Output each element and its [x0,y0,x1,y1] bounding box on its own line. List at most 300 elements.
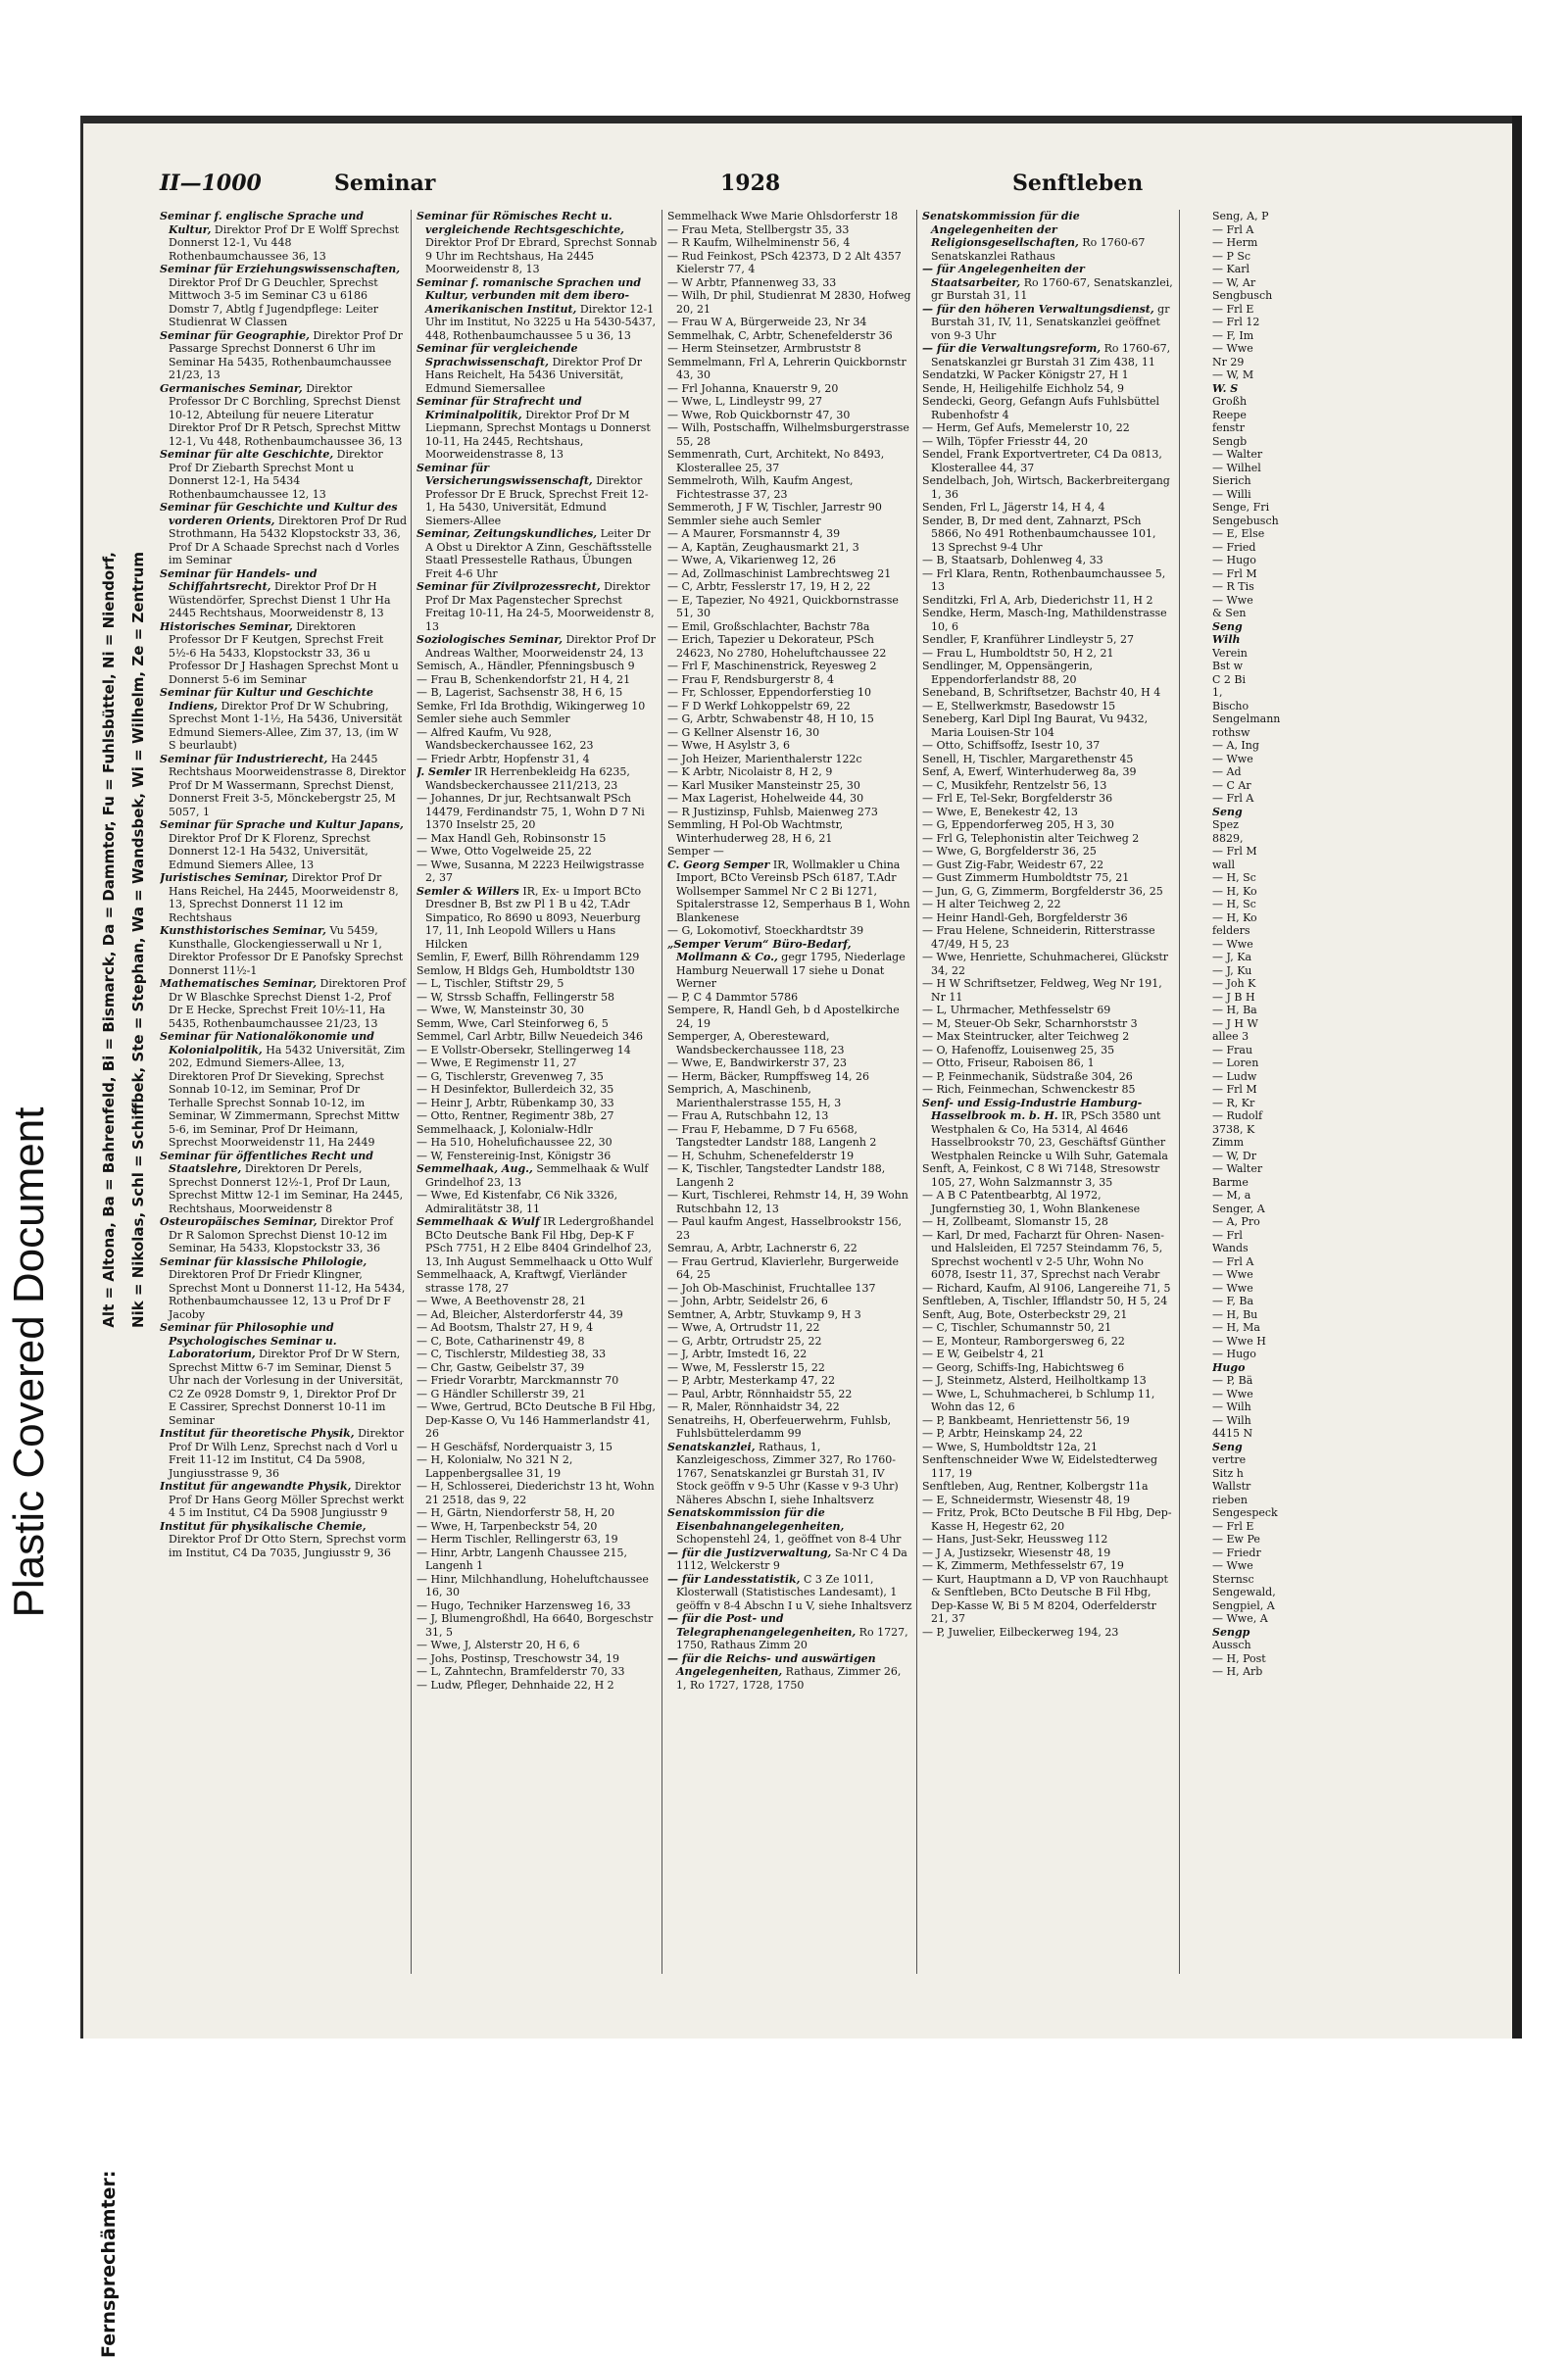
entry-text: IR Ledergroßhandel BCto Deutsche Bank Fil Hbg, Dep-K F PSch 7751, H 2 Elbe 8404 Grindelhof 23, 13, Inh August Semmelhaack u Otto Wulf [425,1215,654,1268]
directory-entry [922,303,1173,343]
entry-heading: Historisches Seminar, [160,619,293,633]
entry-text: Schopenstehl 24, 1, geöffnet von 8-4 Uhr [676,1533,902,1546]
entry-text: — Otto, Rentner, Regimentr 38b, 27 [416,1109,614,1122]
entry-text: Senf, A, Ewerf, Winterhuderweg 8a, 39 [922,765,1137,778]
entry-text: Wallstr [1212,1480,1251,1493]
entry-text: Aussch [1212,1639,1251,1651]
entry-text: — H alter Teichweg 2, 22 [922,898,1061,910]
directory-entry [1212,1599,1320,1613]
directory-entry [922,1573,1173,1626]
directory-entry [416,1547,658,1573]
entry-heading: Seng [1212,805,1243,818]
entry-text: — Paul kaufm Angest, Hasselbrookstr 156, 23 [667,1215,902,1242]
entry-heading: Institut für physikalische Chemie, [160,1519,367,1533]
directory-entry [667,395,912,409]
entry-text: — Wwe, M, Fesslerstr 15, 22 [667,1360,825,1374]
entry-text: Zimm [1212,1136,1245,1149]
entry-text: — Frl M [1212,845,1257,858]
entry-text: Senftleben, Aug, Rentner, Kolbergstr 11a [922,1480,1149,1493]
entry-text: — H, Kolonialw, No 321 N 2, Lappenbergsallee 31, 19 [416,1453,573,1480]
directory-entry [416,1388,658,1401]
directory-entry [922,1453,1173,1480]
directory-entry [922,515,1173,555]
entry-text: Senftenschneider Wwe W, Eidelstedterweg 117, 19 [922,1453,1158,1480]
entry-text: — Hans, Just-Sekr, Heussweg 112 [922,1533,1108,1546]
entry-heading: — für Landesstatistik, [667,1572,801,1586]
directory-entry [667,223,912,237]
directory-entry [667,594,912,620]
directory-entry [1212,594,1320,608]
entry-heading: Seminar für alte Geschichte, [160,448,334,461]
directory-entry [1212,1004,1320,1017]
directory-entry [1212,1480,1320,1494]
directory-entry [1212,316,1320,329]
directory-entry [922,1017,1173,1031]
directory-entry [667,1414,912,1441]
entry-text: Semmeroth, J F W, Tischler, Jarrestr 90 [667,501,882,514]
entry-text: Seneberg, Karl Dipl Ing Baurat, Vu 9432, Maria Louisen-Str 104 [922,712,1149,739]
directory-entry [922,567,1173,594]
entry-text: — Wwe, Otto Vogelweide 25, 22 [416,845,592,858]
directory-entry [416,1573,658,1599]
directory-entry [1212,1427,1320,1441]
directory-entry [667,1506,912,1547]
directory-entry [160,1215,407,1255]
directory-entry [1212,1494,1320,1507]
directory-entry [1212,1056,1320,1070]
directory-entry [1212,924,1320,938]
entry-heading: — für die Verwaltungsreform, [922,342,1102,355]
directory-entry [667,1109,912,1123]
directory-entry [922,924,1173,951]
directory-entry [416,1506,658,1520]
entry-text: — L, Uhrmacher, Methfesselstr 69 [922,1004,1111,1016]
directory-entry [1212,223,1320,237]
entry-text: — Walter [1212,448,1263,461]
entry-text: — Max Lagerist, Hohelweide 44, 30 [667,792,864,805]
directory-entry [922,1441,1173,1454]
directory-entry [1212,1176,1320,1190]
entry-text: — Wwe, E, Bandwirkerstr 37, 23 [667,1056,847,1069]
entry-text: — Frl M [1212,1083,1257,1096]
entry-text: — H, Sc [1212,898,1256,910]
directory-entry [1212,700,1320,713]
directory-entry [1212,1097,1320,1110]
directory-entry [160,753,407,819]
entry-text: — Alfred Kaufm, Vu 928, Wandsbeckerchaussee 162, 23 [416,725,594,752]
entry-text: — Frau L, Humboldtstr 50, H 2, 21 [922,646,1114,660]
entry-heading: Seminar für Handels- und Schiffahrtsrecht, [160,566,318,593]
directory-entry [416,1189,658,1215]
entry-text: — E W, Geibelstr 4, 21 [922,1348,1046,1360]
entry-heading: C. Georg Semper [667,858,770,871]
directory-entry [416,1520,658,1534]
directory-entry [1212,1282,1320,1296]
directory-entry [922,832,1173,846]
entry-text: — Wwe, E, Benekestr 42, 13 [922,805,1078,818]
entry-heading: Seminar f. englische Sprache und Kultur, [160,210,365,236]
directory-entry [1212,435,1320,449]
directory-entry [1212,501,1320,515]
entry-text: — Frl M [1212,566,1257,580]
entry-text: Direktoren Prof Dr Friedr Klingner, Sprechst Mont u Donnerst 11-12, Ha 5434, Rothenbaumchaussee 12, 13 u Prof Dr F Jacoby [169,1268,406,1321]
directory-entry [1212,1520,1320,1534]
entry-text: Direktor Prof Dr W Schubring, Sprechst Mont 1-1½, Ha 5436, Universität Edmund Siemers-Allee, Zim 37, 13, (im W S beurlaubt) [169,699,403,752]
entry-text: — Wwe, A [1212,1612,1268,1625]
entry-heading: Germanisches Seminar, [160,381,303,395]
entry-text: — Frl E [1212,302,1254,316]
entry-text: — A, Kaptän, Zeughausmarkt 21, 3 [667,540,859,554]
entry-text: — H, Zollbeamt, Slomanstr 15, 28 [922,1215,1108,1228]
entry-text: — J, Ku [1212,963,1252,977]
directory-entry [1212,964,1320,978]
entry-text: — W Arbtr, Pfannenweg 33, 33 [667,275,837,289]
directory-entry [667,567,912,581]
entry-text: — Wwe, H, Tarpenbeckstr 54, 20 [416,1519,598,1533]
directory-entry [160,329,407,382]
directory-entry [667,421,912,448]
entry-text: Nr 29 [1212,355,1245,368]
directory-entry [667,474,912,501]
entry-text: Ro 1760-67 Senatskanzlei Rathaus [931,236,1146,263]
directory-entry [1212,1268,1320,1282]
directory-entry [160,263,407,329]
directory-entry [1212,633,1320,647]
directory-entry [922,806,1173,819]
entry-text: — Wwe, W, Mansteinstr 30, 30 [416,1004,584,1016]
directory-entry [1212,1215,1320,1229]
directory-entry [1212,1348,1320,1361]
entry-text: — Frau W A, Bürgerweide 23, Nr 34 [667,316,867,328]
entry-text: — Wilh [1212,1400,1251,1413]
entry-heading: Senatskommission für die Eisenbahnangelegenheiten, [667,1506,845,1533]
directory-entry [922,421,1173,435]
directory-entry [1212,607,1320,620]
entry-text: 3738, K [1212,1122,1255,1136]
directory-entry [1212,1295,1320,1308]
directory-entry [667,1348,912,1361]
directory-entry [667,1215,912,1242]
entry-heading: Seminar für öffentliches Recht und Staatslehre, [160,1149,373,1175]
directory-entry [1212,488,1320,502]
entry-text: Sempere, R, Handl Geh, b d Apostelkirche 24, 19 [667,1004,900,1030]
entry-text: Ro 1727, 1750, Rathaus Zimm 20 [676,1625,908,1651]
directory-entry [667,210,912,223]
entry-text: Direktor Prof Dr W Stern, Sprechst Mittw 6-7 im Seminar, Dienst 5 Uhr nach der Vorlesung in der Universität, C2 Ze 0928 Domstr 9, 1, Direktor Prof Dr E Cassirer, Sprechst Donnerst 10-11 im Seminar [169,1348,404,1427]
directory-entry [667,1308,912,1322]
directory-entry [1212,1374,1320,1388]
directory-column-2 [416,210,658,1974]
entry-heading: Institut für angewandte Physik, [160,1480,352,1493]
entry-text: — C, Tischler, Schumannstr 50, 21 [922,1321,1112,1334]
directory-entry [922,1547,1173,1560]
entry-text: IR, Wollmakler u China Import, BCto Vereinsb PSch 6187, T.Adr Wollsemper Sammel Nr C 2 Bi 1271, Spitalerstrasse 12, Semperhaus B 1, Wohn Blankenese [676,858,910,924]
entry-heading: Senatskanzlei, [667,1440,756,1453]
directory-entry [667,541,912,555]
entry-text: Direktor Professor Dr E Bruck, Sprechst Freit 12-1, Ha 5430, Universität, Edmund Siemers-Allee [425,474,649,527]
directory-entry [416,1480,658,1506]
directory-entry [416,673,658,687]
entry-text: gr Burstah 31, IV, 11, Senatskanzlei geöffnet von 9-3 Uhr [931,302,1170,342]
directory-entry [1212,1665,1320,1679]
entry-text: — P, Bä [1212,1374,1253,1387]
entry-text: Direktor Prof Dr Andreas Walther, Moorweidenstr 24, 13 [425,633,657,660]
directory-entry [667,236,912,250]
directory-entry [667,1374,912,1388]
entry-heading: Seminar für Nationalökonomie und Kolonialpolitik, [160,1030,374,1056]
entry-text: — Ad Bootsm, Thalstr 27, H 9, 4 [416,1321,594,1334]
entry-text: fenstr [1212,421,1245,434]
entry-text: — Frl E [1212,1519,1254,1533]
directory-entry [667,1295,912,1308]
directory-entry [667,1242,912,1255]
entry-text: Semm, Wwe, Carl Steinforweg 6, 5 [416,1016,609,1030]
directory-entry [416,1348,658,1361]
entry-text: Bischo [1212,699,1250,712]
directory-entry [1212,567,1320,581]
directory-entry [1212,818,1320,832]
entry-text: — Wwe, E Regimenstr 11, 27 [416,1056,577,1069]
directory-entry [922,448,1173,474]
directory-entry [667,700,912,713]
entry-text: — Johs, Postinsp, Treschowstr 34, 19 [416,1651,620,1665]
directory-entry [416,1679,658,1693]
directory-entry [922,1295,1173,1308]
directory-entry [416,700,658,713]
directory-entry [1212,1070,1320,1084]
directory-entry [667,712,912,726]
entry-text: — Wwe [1212,342,1253,355]
entry-text: Direktor Prof Dr Ziebarth Sprechst Mont u Donnerst 12-1, Ha 5434 Rothenbaumchaussee 12, 13 [169,448,383,501]
directory-entry [1212,1388,1320,1401]
directory-entry [1212,1123,1320,1137]
directory-entry [922,435,1173,449]
directory-entry [416,765,658,792]
entry-text: — B, Staatsarb, Dohlenweg 4, 33 [922,554,1103,566]
directory-entry [416,395,658,462]
directory-entry [1212,753,1320,766]
entry-text: — Wwe, Rob Quickbornstr 47, 30 [667,408,851,421]
directory-entry [1212,765,1320,779]
directory-entry [1212,1150,1320,1163]
entry-text: — Wwe, J, Alsterstr 20, H 6, 6 [416,1639,580,1651]
entry-text: Direktor Prof Dr Otto Stern, Sprechst vorm im Institut, C4 Da 7035, Jungiusstr 9, 36 [169,1533,407,1559]
entry-text: — Wwe, A, Vikarienweg 12, 26 [667,554,836,566]
entry-text: Semmler siehe auch Semler [667,514,821,527]
directory-entry [667,1189,912,1215]
entry-text: — W, Dr [1212,1149,1256,1162]
entry-text: — Friedr Vorarbtr, Marckmannstr 70 [416,1374,619,1387]
directory-entry [1212,1573,1320,1587]
directory-entry [922,1388,1173,1414]
entry-text: Sengbusch [1212,289,1273,302]
directory-entry [922,660,1173,686]
entry-text: — Wwe, H Asylstr 3, 6 [667,739,790,752]
entry-text: — Wwe [1212,1281,1253,1295]
entry-text: — Otto, Schiffsoffz, Isestr 10, 37 [922,739,1101,752]
entry-text: — John, Arbtr, Seidelstr 26, 6 [667,1295,828,1307]
directory-entry [1212,1229,1320,1243]
directory-entry [1212,1506,1320,1520]
directory-entry [1212,356,1320,369]
entry-text: Direktor Prof Dr R Salomon Sprechst Dienst 10-12 im Seminar, Ha 5433, Klopstockstr 33, 36 [169,1215,394,1254]
directory-entry [1212,647,1320,661]
directory-entry [667,1004,912,1030]
entry-text: — H, Ko [1212,884,1257,898]
entry-text: Senditzki, Frl A, Arb, Diederichstr 11, H 2 [922,593,1153,607]
entry-text: — Johannes, Dr jur, Rechtsanwalt PSch 14479, Ferdinandstr 75, 1, Wohn D 7 Ni 1370 Inselstr 25, 20 [416,792,645,831]
directory-entry [667,859,912,925]
directory-entry [1212,1044,1320,1057]
entry-text: Direktor Prof Dr K Florenz, Sprechst Donnerst 12-1 Ha 5432, Universität, Edmund Siemers Allee, 13 [169,831,370,871]
entry-heading: Seminar für klassische Philologie, [160,1254,368,1268]
entry-heading: Seng [1212,619,1243,633]
entry-text: felders [1212,924,1250,937]
entry-text: Sengebusch [1212,514,1279,527]
entry-text: — R Tis [1212,580,1254,593]
entry-text: — G, Tischlerstr, Grevenweg 7, 35 [416,1069,604,1083]
directory-entry [922,554,1173,567]
directory-entry [1212,806,1320,819]
directory-entry [1212,792,1320,806]
entry-text: — G, Arbtr, Ortrudstr 25, 22 [667,1334,822,1348]
entry-text: — Frl 12 [1212,316,1260,328]
entry-text: — F, Ba [1212,1295,1254,1307]
directory-entry [1212,938,1320,952]
directory-entry [667,1321,912,1335]
entry-heading: Hugo [1212,1360,1246,1374]
entry-text: — Erich, Tapezier u Dekorateur, PSch 24623, No 2780, Hoheluftchaussee 22 [667,633,887,660]
directory-entry [416,276,658,343]
directory-entry [160,1480,407,1520]
directory-entry [416,1295,658,1308]
entry-text: Vu 5459, Kunsthalle, Glockengiesserwall u Nr 1, Direktor Professor Dr E Panofsky Sprechst Donnerst 11½-1 [169,924,404,977]
directory-entry [922,647,1173,661]
directory-entry [667,276,912,290]
entry-text: — H Geschäfsf, Norderquaistr 3, 15 [416,1440,613,1453]
directory-entry [1212,1162,1320,1176]
entry-text: — Frau F, Rendsburgerstr 8, 4 [667,672,835,686]
entry-text: Semlow, H Bldgs Geh, Humboldtstr 130 [416,963,635,977]
entry-text: allee 3 [1212,1030,1250,1043]
entry-text: Direktoren Dr Perels, Sprechst Donnerst 12½-1, Prof Dr Laun, Sprechst Mittw 12-1 im Seminar, Ha 2445, Rechtshaus, Moorweidenstr 8 [169,1162,404,1215]
directory-entry [416,832,658,846]
directory-entry [667,580,912,594]
directory-entry [160,1150,407,1216]
directory-entry [667,1070,912,1084]
entry-text: — Jun, G, G, Zimmerm, Borgfelderstr 36, 25 [922,884,1163,898]
entry-text: Seneband, B, Schriftsetzer, Bachstr 40, H 4 [922,686,1161,699]
entry-heading: Senf- und Essig-Industrie Hamburg-Hasselbrook m. b. H. [922,1096,1143,1122]
entry-text: — Heinr J, Arbtr, Rübenkamp 30, 33 [416,1096,614,1109]
directory-entry [922,1044,1173,1057]
entry-text: — E, Stellwerkmstr, Basedowstr 15 [922,699,1116,712]
entry-text: — Frl Johanna, Knauerstr 9, 20 [667,381,839,395]
directory-entry [416,964,658,978]
entry-text: — Wwe, L, Schuhmacherei, b Schlump 11, Wohn das 12, 6 [922,1387,1155,1413]
directory-entry [416,1056,658,1070]
entry-text: Semmelhaack, J, Kolonialw-Hdlr [416,1122,593,1136]
directory-entry [416,1162,658,1189]
directory-entry [667,1573,912,1613]
directory-entry [160,1321,407,1427]
directory-entry [1212,448,1320,462]
directory-entry [667,991,912,1005]
entry-text: Rathaus, Zimmer 26, 1, Ro 1727, 1728, 1750 [676,1665,902,1692]
directory-entry [1212,1586,1320,1599]
directory-entry [667,726,912,740]
directory-entry [1212,421,1320,435]
entry-text: Direktor Prof Dr H Wüstendörfer, Sprechst Dienst 1 Uhr Ha 2445 Rechtshaus, Moorweidenstr 8, 13 [169,580,391,619]
entry-text: — J B H [1212,990,1255,1004]
entry-text: — Wwe, S, Humboldtstr 12a, 21 [922,1440,1098,1453]
entry-text: Großh [1212,395,1248,408]
entry-text: Semmelhak, C, Arbtr, Schenefelderstr 36 [667,328,893,342]
directory-entry [922,859,1173,872]
entry-heading: Seminar für Versicherungswissenschaft, [416,461,593,487]
entry-heading: — für Angelegenheiten der Staatsarbeiter, [922,263,1085,289]
entry-text: Leiter Dr A Obst u Direktor A Zinn, Geschäftsstelle Staatl Pressestelle Rathaus, Übungen Freit 4-6 Uhr [425,527,652,580]
entry-text: Semisch, A., Händler, Pfenningsbusch 9 [416,660,635,672]
entry-text: — Wwe, Ed Kistenfabr, C6 Nik 3326, Admiralitätstr 38, 11 [416,1189,618,1215]
directory-entry [1212,977,1320,991]
directory-entry [1212,898,1320,911]
entry-text: — Wwe [1212,937,1253,951]
entry-text: — B, Lagerist, Sachsenstr 38, H 6, 15 [416,686,623,699]
entry-text: Sternsc [1212,1572,1254,1586]
directory-entry [922,1282,1173,1296]
entry-heading: Seminar für Erziehungswissenschaften, [160,263,401,275]
entry-text: — J, Steinmetz, Alsterd, Heilholtkamp 13 [922,1374,1147,1387]
entry-text: — H, Ko [1212,910,1257,924]
directory-entry [1212,1189,1320,1203]
directory-entry [416,1070,658,1084]
entry-text: 4415 N [1212,1427,1253,1440]
entry-text: — H, Sc [1212,871,1256,884]
directory-entry [1212,1030,1320,1044]
entry-heading: Seminar für Strafrecht und Kriminalpolitik, [416,395,582,421]
entry-text: — Frl E, Tel-Sekr, Borgfelderstr 36 [922,792,1113,805]
directory-entry [160,977,407,1030]
entry-text: — F D Werkf Lohkoppelstr 69, 22 [667,699,851,712]
entry-text: — Wwe, Susanna, M 2223 Heilwigstrasse 2, 37 [416,858,645,884]
page-header [160,167,1179,202]
entry-text: — Max Steintrucker, alter Teichweg 2 [922,1030,1130,1043]
entry-text: — K, Zimmerm, Methfesselstr 67, 19 [922,1559,1124,1572]
entry-text: — Karl [1212,263,1250,275]
directory-entry [416,1453,658,1480]
directory-entry [667,1400,912,1414]
directory-entry [1212,1203,1320,1216]
entry-text: Sengpiel, A [1212,1598,1275,1612]
entry-text: — Wilh, Dr phil, Studienrat M 2830, Hofweg 20, 21 [667,289,911,316]
directory-entry [922,501,1173,515]
directory-entry [667,938,912,991]
directory-entry [922,700,1173,713]
entry-text: — H Desinfektor, Bullerdeich 32, 35 [416,1083,614,1096]
entry-text: — Karl Musiker Mansteinstr 25, 30 [667,778,860,792]
directory-entry [922,898,1173,911]
entry-heading: Seminar für Industrierecht, [160,752,328,765]
directory-entry [667,806,912,819]
directory-entry [1212,329,1320,343]
entry-text: — Walter [1212,1162,1263,1175]
directory-entry [922,1348,1173,1361]
directory-entry [1212,250,1320,264]
entry-heading: — für die Reichs- und auswärtigen Angelegenheiten, [667,1651,876,1678]
entry-text: Semper — [667,845,724,858]
entry-text: — H, Ma [1212,1321,1260,1334]
